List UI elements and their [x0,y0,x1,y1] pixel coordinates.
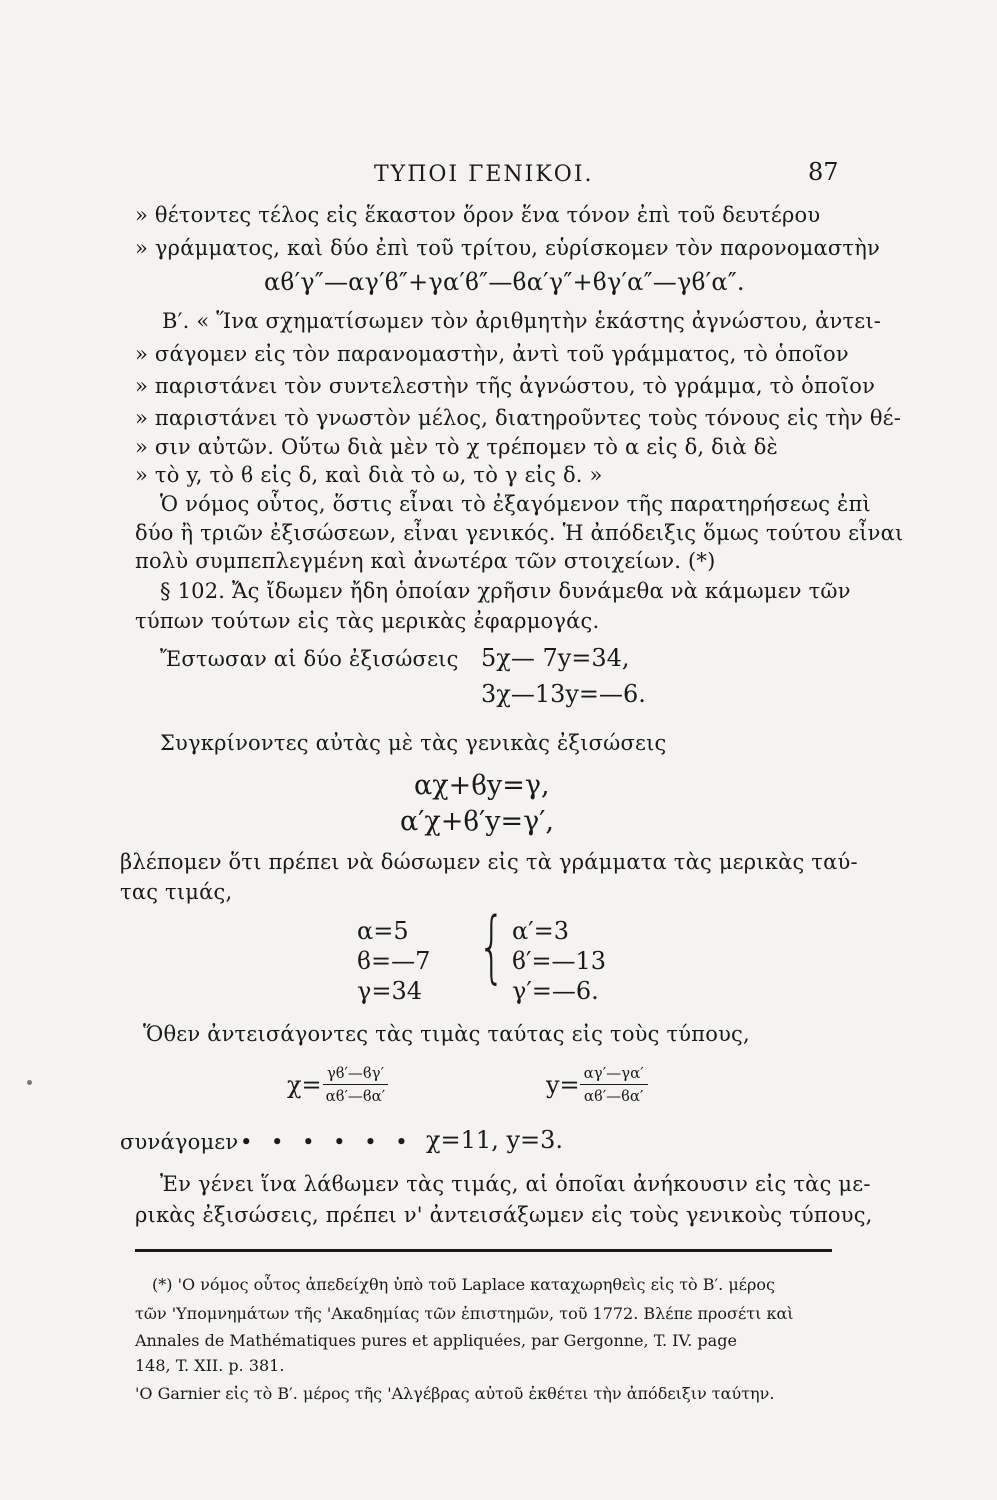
text-line: » παριστάνει τὸν συντελεστὴν τῆς ἀγνώστου, τὸ γράμμα, τὸ ὁποῖον [135,374,876,398]
denominator-expression: αϐ′γ″—αγ′ϐ″+γα′ϐ″—ϐα′γ″+ϐγ′α″—γϐ′α″. [264,268,745,296]
text-line: » σάγομεν εἰς τὸν παρανομαστὴν, ἀντὶ τοῦ γράμματος, τὸ ὁποῖον [135,342,849,366]
ink-speck [27,1080,32,1085]
formula-y-lhs: y= [546,1070,580,1099]
text-line: Συγκρίνοντες αὐτὰς μὲ τὰς γενικὰς ἐξισώσεις [160,731,667,755]
footnote-rule [135,1249,832,1252]
value-alpha-prime: α′=3 [512,917,570,945]
text-line: Ἔστωσαν αἱ δύο ἐξισώσεις [160,647,459,671]
section-102-line: § 102. Ἄς ἴδωμεν ἤδη ὁποίαν χρῆσιν δυνάμεθα νὰ κάμωμεν τῶν [160,579,851,603]
result-values: χ=11, y=3. [426,1126,564,1154]
text-line: ρικὰς ἐξισώσεις, πρέπει ν' ἀντεισάξωμεν εἰς τοὺς γενικοὺς τύπους, [135,1203,873,1227]
footnote-line: 'Ο Garnier εἰς τὸ Β′. μέρος τῆς 'Αλγέβρας αὐτοῦ ἐκθέτει τὴν ἀπόδειξιν ταύτην. [135,1384,775,1403]
formula-x-lhs: χ= [287,1070,322,1099]
given-equation-2: 3χ—13y=—6. [481,680,646,708]
text-line: Β′. « Ἵνα σχηματίσωμεν τὸν ἀριθμητὴν ἑκάστης ἀγνώστου, ἀντει- [162,309,882,333]
text-line: Ἐν γένει ἵνα λάϐωμεν τὰς τιμάς, αἱ ὁποῖαι ἀνήκουσιν εἰς τὰς με- [160,1172,871,1196]
text-line: τας τιμάς, [120,880,233,904]
formula-y-fraction [580,1064,648,1105]
footnote-line: (*) 'Ο νόμος οὗτος ἀπεδείχθη ὑπὸ τοῦ Laplace καταχωρηθεὶς εἰς τὸ Β′. μέρος [152,1275,776,1294]
value-beta-prime: ϐ′=—13 [512,947,607,975]
text-line: » σιν αὐτῶν. Οὕτω διὰ μὲν τὸ χ τρέπομεν τὸ α εἰς δ, διὰ δὲ [135,435,779,459]
formula-x [287,1064,389,1105]
text-line: δύο ἢ τριῶν ἐξισώσεων, εἶναι γενικός. Ἡ ἀπόδειξις ὅμως τούτου εἶναι [135,521,904,545]
text-line: » παριστάνει τὸ γνωστὸν μέλος, διατηροῦντες τοὺς τόνους εἰς τὴν θέ- [135,406,902,430]
running-head: ΤΥΠΟΙ ΓΕΝΙΚΟΙ. [374,162,594,187]
formula-x-denominator: αϐ′—ϐα′ [325,1087,386,1105]
formula-y [546,1064,648,1105]
text-line: Ὁ νόμος οὗτος, ὅστις εἶναι τὸ ἐξαγόμενον τῆς παρατηρήσεως ἐπὶ [160,492,871,516]
footnote-line: τῶν 'Υπομνημάτων τῆς 'Ακαδημίας τῶν ἐπιστημῶν, τοῦ 1772. Βλέπε προσέτι καὶ [135,1304,794,1323]
value-beta: ϐ=—7 [357,947,431,975]
text-line: τύπων τούτων εἰς τὰς μερικὰς ἐφαρμογάς. [135,609,600,633]
page-number: 87 [808,158,839,186]
text-line: βλέπομεν ὅτι πρέπει νὰ δώσωμεν εἰς τὰ γράμματα τὰς μερικὰς ταύ- [120,850,858,874]
formula-y-numerator: αγ′—γα′ [580,1064,648,1085]
text-line: πολὺ συμπεπλεγμένη καὶ ἀνωτέρα τῶν στοιχείων. (*) [135,549,716,573]
footnote-line: Annales de Mathématiques pures et appliquées, par Gergonne, T. IV. page [135,1331,737,1350]
formula-x-numerator: γϐ′—ϐγ′ [323,1064,388,1085]
given-equation-1: 5χ— 7y=34, [481,644,630,672]
text-line: Ὅθεν ἀντεισάγοντες τὰς τιμὰς ταύτας εἰς τοὺς τύπους, [143,1022,750,1046]
footnote-line: 148, T. XII. p. 381. [135,1356,285,1375]
text-line: » θέτοντες τέλος εἰς ἕκαστον ὅρον ἕνα τόνον ἐπὶ τοῦ δευτέρου [135,203,821,227]
text-line: » γράμματος, καὶ δύο ἐπὶ τοῦ τρίτου, εὑρίσκομεν τὸν παρονομαστὴν [135,236,880,260]
leader-dots: • • • • • • [240,1130,414,1154]
value-gamma: γ=34 [357,977,422,1005]
text-line: » τὸ y, τὸ ϐ εἰς δ, καὶ διὰ τὸ ω, τὸ γ εἰς δ. » [135,463,603,487]
general-equation-2: α′χ+ϐ′y=γ′, [400,806,554,837]
formula-x-fraction [322,1064,390,1105]
formula-y-denominator: αϐ′—ϐα′ [583,1087,644,1105]
value-alpha: α=5 [357,917,409,945]
general-equation-1: αχ+ϐy=γ, [414,770,550,801]
value-gamma-prime: γ′=—6. [512,977,599,1005]
curly-brace-icon: { [478,902,506,992]
result-label: συνάγομεν [120,1130,239,1154]
